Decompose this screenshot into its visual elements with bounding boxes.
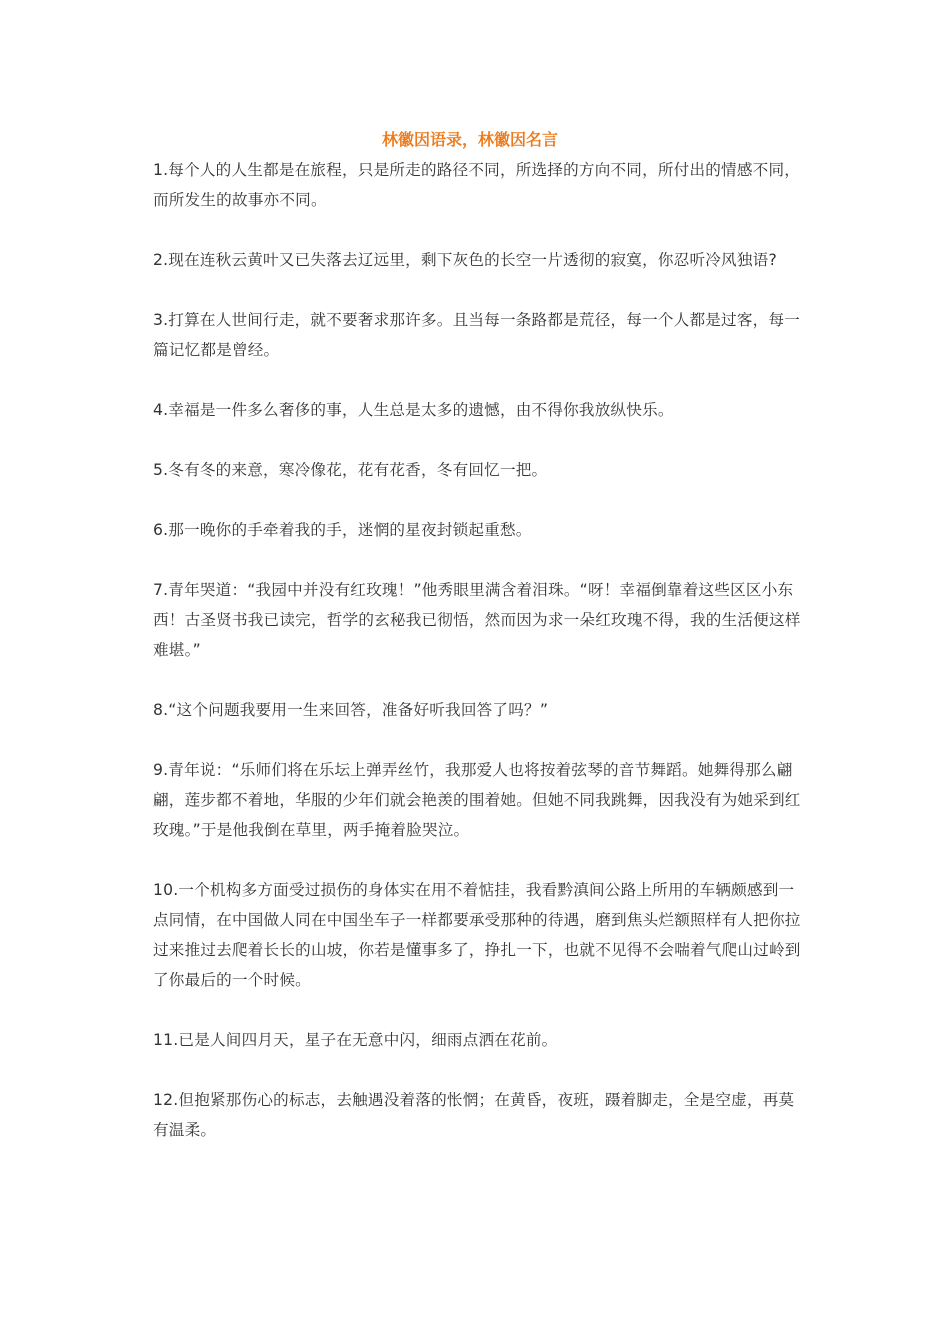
quote-list — [153, 155, 803, 1175]
quote-item-6: 6.那一晚你的手牵着我的手，迷惘的星夜封锁起重愁。 — [153, 521, 532, 539]
quote-item-4: 4.幸福是一件多么奢侈的事，人生总是太多的遗憾，由不得你我放纵快乐。 — [153, 401, 674, 419]
quote-item-10: 10.一个机构多方面受过损伤的身体实在用不着惦挂，我看黔滇间公路上所用的车辆颇感到一点同情，在中国做人同在中国坐车子一样都要承受那种的待遇，磨到焦头烂额照样有人把你拉过来推过去爬着长长的山坡，你若是懂事多了，挣扎一下，也就不见得不会喘着气爬山过岭到了你最后的一个时候。 — [153, 881, 801, 989]
quote-item-7: 7.青年哭道：“我园中并没有红玫瑰！”他秀眼里满含着泪珠。“呀！幸福倒靠着这些区区小东西！古圣贤书我已读完，哲学的玄秘我已彻悟，然而因为求一朵红玫瑰不得，我的生活便这样难堪。” — [153, 581, 801, 659]
quote-item-8: 8.“这个问题我要用一生来回答，准备好听我回答了吗？” — [153, 701, 549, 719]
page-title: 林徽因语录，林徽因名言 — [381, 130, 558, 149]
quote-item-11: 11.已是人间四月天，星子在无意中闪，细雨点洒在花前。 — [153, 1031, 558, 1049]
quote-item-2: 2.现在连秋云黄叶又已失落去辽远里，剩下灰色的长空一片透彻的寂寞，你忍听冷风独语? — [153, 251, 777, 269]
quote-item-5: 5.冬有冬的来意，寒冷像花，花有花香，冬有回忆一把。 — [153, 461, 548, 479]
quote-item-3: 3.打算在人世间行走，就不要奢求那许多。且当每一条路都是荒径，每一个人都是过客，每一篇记忆都是曾经。 — [153, 311, 801, 359]
quote-item-9: 9.青年说：“乐师们将在乐坛上弹弄丝竹，我那爱人也将按着弦琴的音节舞蹈。她舞得那么翩翩，莲步都不着地，华服的少年们就会艳羡的围着她。但她不同我跳舞，因我没有为她采到红玫瑰。”于是他我倒在草里，两手掩着脸哭泣。 — [153, 761, 801, 839]
quote-item-12: 12.但抱紧那伤心的标志，去触遇没着落的怅惘；在黄昏，夜班，蹑着脚走，全是空虚，再莫有温柔。 — [153, 1091, 795, 1139]
quote-item-1: 1.每个人的人生都是在旅程，只是所走的路径不同，所选择的方向不同，所付出的情感不同，而所发生的故事亦不同。 — [153, 161, 801, 209]
